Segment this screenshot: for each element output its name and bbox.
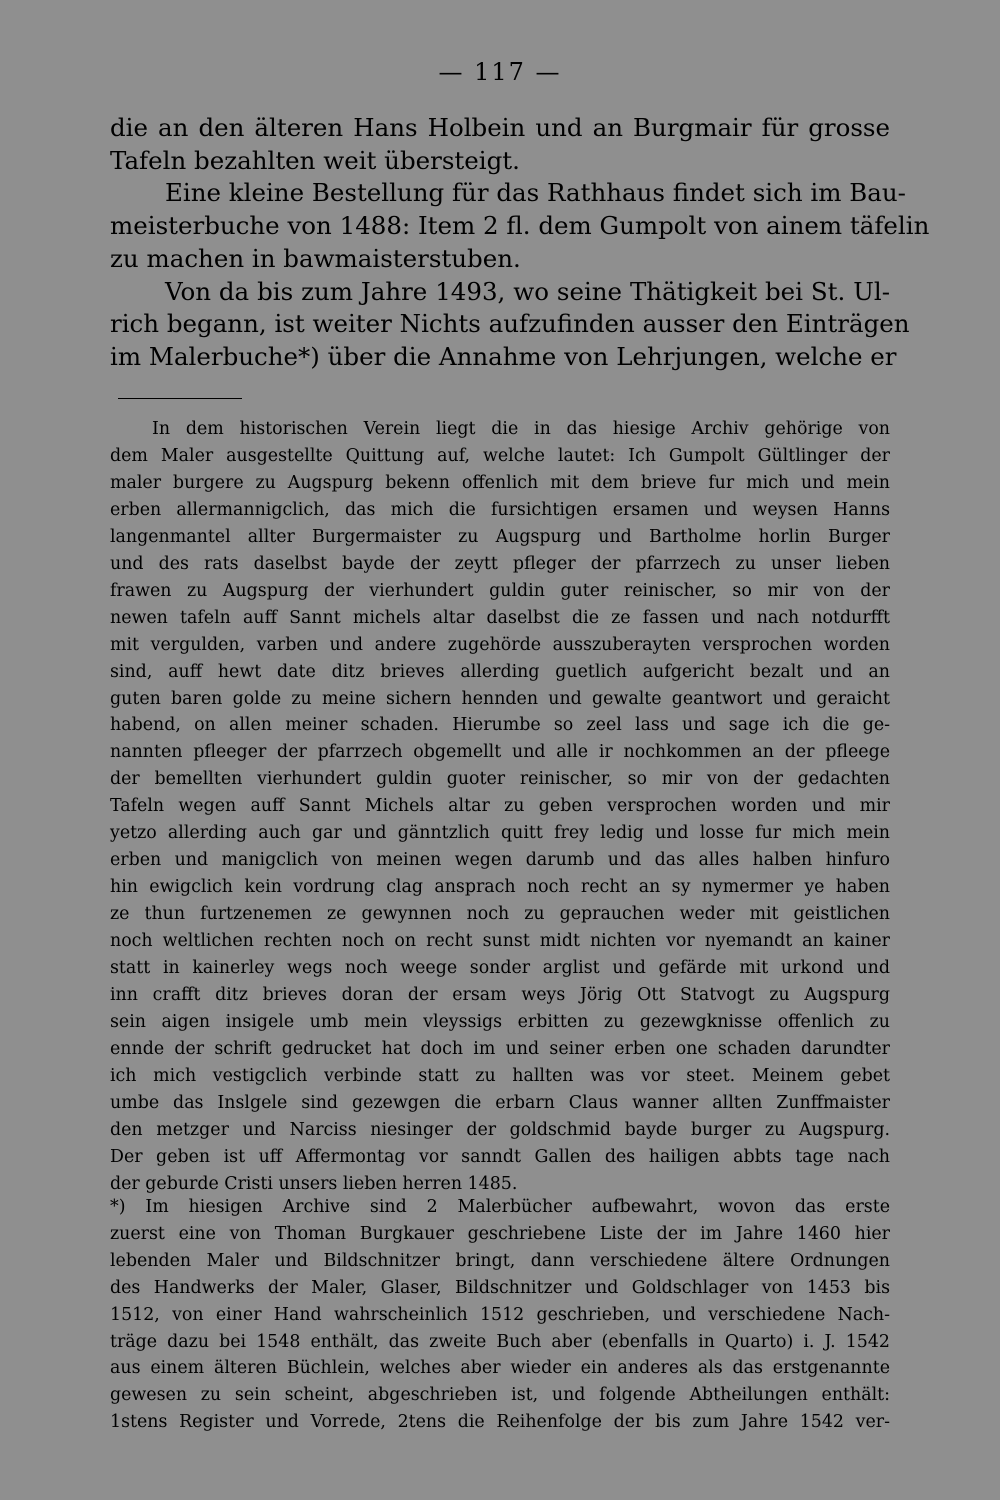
footnote-line: der geburde Cristi unsers lieben herren 1485. <box>110 1173 518 1194</box>
footnote-line: noch weltlichen rechten noch on recht sunst midt nichten vor nyemandt an kainer <box>110 931 890 952</box>
text-line: die an den älteren Hans Holbein und an Burgmair für grosse <box>110 113 890 142</box>
footnote-malerbuch <box>110 1194 890 1436</box>
text-line: im Malerbuche*) über die Annahme von Lehrjungen, welche er <box>110 341 897 371</box>
footnote-quittung <box>110 416 890 1198</box>
footnote-divider <box>118 398 242 399</box>
text-line: zu machen in bawmaisterstuben. <box>110 243 521 273</box>
footnote-line: umbe das Inslgele sind gezewgen die erbarn Claus wanner allten Zunffmaister <box>110 1092 890 1113</box>
footnote-line: *) Im hiesigen Archive sind 2 Malerbücher aufbewahrt, wovon das erste <box>110 1197 890 1217</box>
footnote-line: In dem historischen Verein liegt die in das hiesige Archiv gehörige von <box>152 419 890 439</box>
footnote-line: sind, auff hewt date ditz brieves allerding guetlich aufgericht bezalt und an <box>110 661 890 682</box>
footnote-line: und des rats daselbst bayde der zeytt pfleger der pfarrzech zu unser lieben <box>110 553 890 574</box>
footnote-line: ich mich vestigclich verbinde statt zu hallten was vor steet. Meinem gebet <box>110 1065 890 1086</box>
footnote-line: erben allermannigclich, das mich die fursichtigen ersamen und weysen Hanns <box>110 499 890 520</box>
footnote-line: 1512, von einer Hand wahrscheinlich 1512 geschrieben, und verschiedene Nach- <box>110 1304 890 1325</box>
footnote-line: statt in kainerley wegs noch weege sonder arglist und gefärde mit urkond und <box>110 958 890 979</box>
footnote-line: gewesen zu sein scheint, abgeschrieben ist, und folgende Abtheilungen enthält: <box>110 1385 890 1406</box>
footnote-line: der bemellten vierhundert guldin guoter reinischer, so mir von der gedachten <box>110 769 890 790</box>
footnote-line: 1stens Register und Vorrede, 2tens die Reihenfolge der bis zum Jahre 1542 ver- <box>110 1412 890 1433</box>
text-line: rich begann, ist weiter Nichts aufzufinden ausser den Einträgen <box>110 309 910 339</box>
footnote-line: inn crafft ditz brieves doran der ersam weys Jörig Ott Statvogt zu Augspurg <box>110 985 890 1006</box>
text-line: Von da bis zum Jahre 1493, wo seine Thätigkeit bei St. Ul- <box>165 276 890 306</box>
footnote-line: dem Maler ausgestellte Quittung auf, welche lautet: Ich Gumpolt Gültlinger der <box>110 445 890 466</box>
footnote-line: frawen zu Augspurg der vierhundert guldin guter reinischer, so mir von der <box>110 580 890 601</box>
footnote-line: den metzger und Narciss niesinger der goldschmid bayde burger zu Augspurg. <box>110 1119 890 1140</box>
footnote-line: träge dazu bei 1548 enthält, das zweite Buch aber (ebenfalls in Quarto) i. J. 1542 <box>110 1331 890 1352</box>
footnote-line: lebenden Maler und Bildschnitzer bringt, dann verschiedene ältere Ordnungen <box>110 1250 890 1271</box>
footnote-line: nannten pfleeger der pfarrzech obgemellt und alle ir nochkommen an der pfleege <box>110 742 890 763</box>
footnote-line: zuerst eine von Thoman Burgkauer geschriebene Liste der im Jahre 1460 hier <box>110 1223 890 1244</box>
footnote-line: newen tafeln auff Sannt michels altar daselbst die ze fassen und nach notdurfft <box>110 607 890 628</box>
footnote-line: maler burgere zu Augspurg bekenn offenlich mit dem brieve fur mich und mein <box>110 472 890 493</box>
footnote-line: habend, on allen meiner schaden. Hierumbe so zeel lass und sage ich die ge- <box>110 715 890 736</box>
footnote-line: hin ewigclich kein vordrung clag ansprach noch recht an sy nymermer ye haben <box>110 877 890 898</box>
footnote-line: ennde der schrift gedrucket hat doch im und seiner erben one schaden darundter <box>110 1038 890 1059</box>
footnote-line: yetzo allerding auch gar und gänntzlich quitt frey ledig und losse fur mich mein <box>110 823 890 844</box>
footnote-line: mit vergulden, varben und andere zugehörde ausszuberayten versprochen worden <box>110 634 890 655</box>
footnote-line: des Handwerks der Maler, Glaser, Bildschnitzer und Goldschlager von 1453 bis <box>110 1277 890 1298</box>
footnote-line: ze thun furtzenemen ze gewynnen noch zu geprauchen weder mit geistlichen <box>110 904 890 925</box>
footnote-line: Der geben ist uff Affermontag vor sanndt Gallen des hailigen abbts tage nach <box>110 1146 890 1167</box>
text-line: meisterbuche von 1488: Item 2 fl. dem Gumpolt von ainem täfelin <box>110 211 930 241</box>
page-number: — 117 — <box>438 58 562 86</box>
footnote-line: erben und manigclich von meinen wegen darumb und das alles halben hinfuro <box>110 850 890 871</box>
footnote-line: sein aigen insigele umb mein vleyssigs erbitten zu gezewgknisse offenlich zu <box>110 1011 890 1032</box>
footnote-line: guten baren golde zu meine sichern hennden und gewalte geantwort und geraicht <box>110 688 890 709</box>
footnote-line: langenmantel allter Burgermaister zu Augspurg und Bartholme horlin Burger <box>110 526 890 547</box>
main-text <box>110 112 930 374</box>
footnote-line: Tafeln wegen auff Sannt Michels altar zu geben versprochen worden und mir <box>110 796 890 817</box>
text-line: Eine kleine Bestellung für das Rathhaus findet sich im Bau- <box>165 178 906 208</box>
text-line: Tafeln bezahlten weit übersteigt. <box>110 145 520 175</box>
footnote-line: aus einem älteren Büchlein, welches aber wieder ein anderes als das erstgenannte <box>110 1358 890 1379</box>
